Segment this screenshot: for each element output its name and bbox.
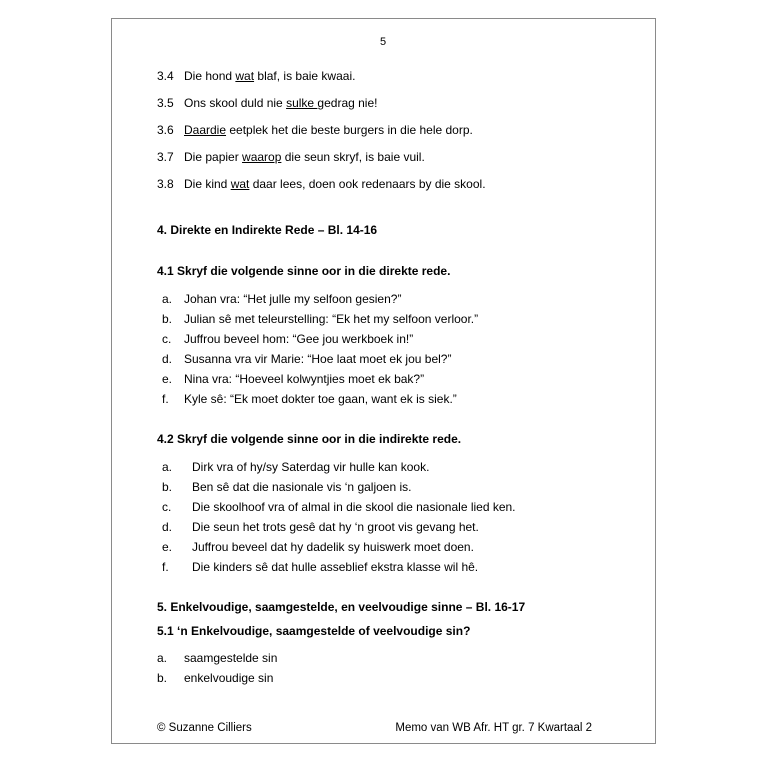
item-number: 3.8 [157,177,174,191]
item-text: saamgestelde sin [184,651,278,665]
item-letter: f. [162,560,169,574]
item-text: Die kind wat daar lees, doen ook redenaars by die skool. [184,177,486,191]
section5-1-heading: 5.1 ‘n Enkelvoudige, saamgestelde of veelvoudige sin? [157,624,471,638]
item-number: 3.5 [157,96,174,110]
item-letter: c. [162,332,172,346]
section4-2-heading: 4.2 Skryf die volgende sinne oor in die indirekte rede. [157,432,462,446]
item-text: Nina vra: “Hoeveel kolwyntjies moet ek bak?” [184,372,425,386]
item-letter: e. [162,372,173,386]
item-text: Die skoolhoof vra of almal in die skool die nasionale lied ken. [192,500,516,514]
item-letter: f. [162,392,169,406]
item-text: Ons skool duld nie sulke gedrag nie! [184,96,378,110]
section4-1-heading: 4.1 Skryf die volgende sinne oor in die direkte rede. [157,264,451,278]
section5-heading: 5. Enkelvoudige, saamgestelde, en veelvoudige sinne – Bl. 16-17 [157,600,526,614]
item-letter: a. [162,460,173,474]
item-number: 3.7 [157,150,174,164]
item-letter: b. [157,671,168,685]
item-letter: b. [162,312,173,326]
item-text: Daardie eetplek het die beste burgers in die hele dorp. [184,123,473,137]
item-number: 3.6 [157,123,174,137]
item-text: Die papier waarop die seun skryf, is baie vuil. [184,150,425,164]
item-text: Juffrou beveel dat hy dadelik sy huiswerk moet doen. [192,540,474,554]
item-letter: e. [162,540,173,554]
item-text: Die kinders sê dat hulle asseblief ekstra klasse wil hê. [192,560,479,574]
item-text: Juffrou beveel hom: “Gee jou werkboek in!” [184,332,414,346]
item-text: Johan vra: “Het julle my selfoon gesien?” [184,292,402,306]
item-letter: c. [162,500,172,514]
item-text: enkelvoudige sin [184,671,274,685]
item-text: Susanna vra vir Marie: “Hoe laat moet ek jou bel?” [184,352,452,366]
footer-title: Memo van WB Afr. HT gr. 7 Kwartaal 2 [395,722,592,734]
item-text: Die seun het trots gesê dat hy ‘n groot vis gevang het. [192,520,479,534]
page-number: 5 [380,36,387,48]
item-text: Kyle sê: “Ek moet dokter toe gaan, want ek is siek.” [184,392,457,406]
item-text: Ben sê dat die nasionale vis ‘n galjoen is. [192,480,412,494]
footer-copyright: © Suzanne Cilliers [157,722,252,734]
item-text: Die hond wat blaf, is baie kwaai. [184,69,356,83]
item-letter: b. [162,480,173,494]
section4-heading: 4. Direkte en Indirekte Rede – Bl. 14-16 [157,223,378,237]
item-letter: d. [162,520,173,534]
item-number: 3.4 [157,69,174,83]
item-letter: d. [162,352,173,366]
item-text: Julian sê met teleurstelling: “Ek het my selfoon verloor.” [184,312,479,326]
item-letter: a. [162,292,173,306]
item-text: Dirk vra of hy/sy Saterdag vir hulle kan kook. [192,460,430,474]
item-letter: a. [157,651,168,665]
